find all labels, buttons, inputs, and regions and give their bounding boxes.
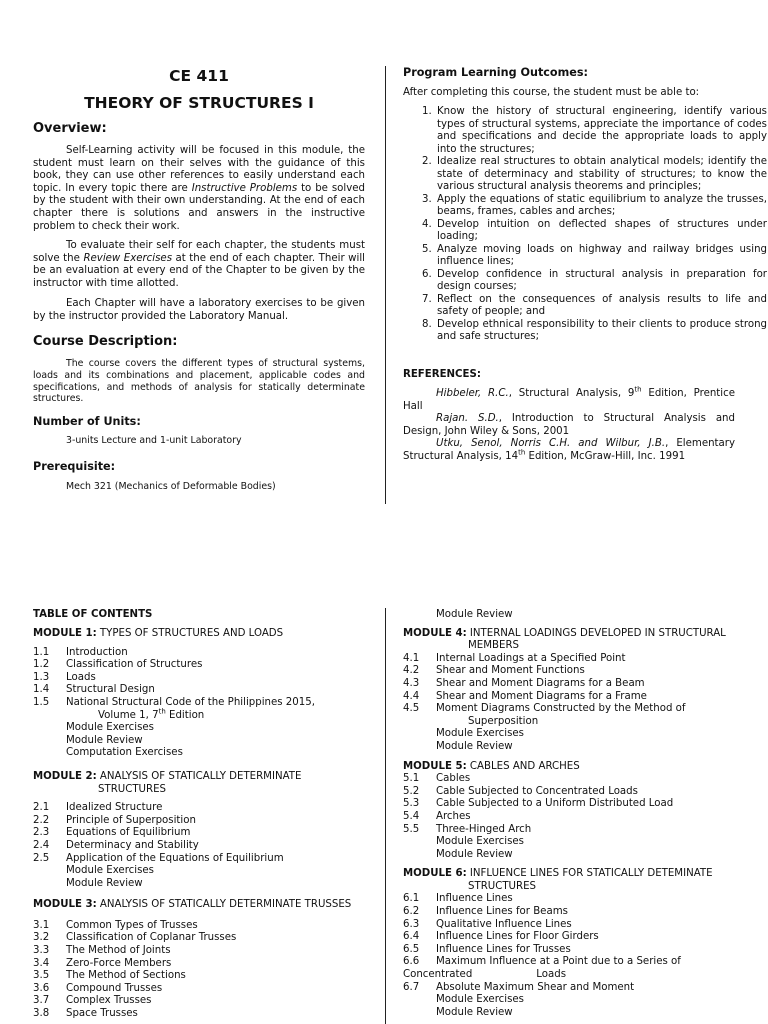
toc-extra: Module Review <box>66 734 143 746</box>
toc-item: 6.7 Absolute Maximum Shear and Moment <box>403 981 635 993</box>
top-column-divider <box>385 66 386 504</box>
toc-extra: Module Exercises <box>66 722 154 734</box>
module-2-heading: MODULE 2: ANALYSIS OF STATICALLY DETERMINATE STRUCTURES <box>33 770 302 795</box>
toc-extra: Module Review <box>436 848 513 860</box>
outcome-item: 1. Know the history of structural engineering, identify various types of structural systems, appreciate the importance of codes and specifications and decide the appropriate loads to apply into the structures; <box>435 106 767 156</box>
module-5-heading: MODULE 5: CABLES AND ARCHES <box>403 760 580 772</box>
toc-item: 5.3 Cable Subjected to a Uniform Distributed Load <box>403 798 674 810</box>
toc-item: 3.8 Space Trusses <box>33 1008 138 1020</box>
reference-item: Hibbeler, R.C., Structural Analysis, 9th Edition, Prentice Hall <box>403 385 735 412</box>
toc-item-continuation: Volume 1, 7th Edition <box>98 707 205 721</box>
toc-item: 5.4 Arches <box>403 810 471 822</box>
toc-item: 3.7 Complex Trusses <box>33 995 152 1007</box>
outcome-item: 8. Develop ethnical responsibility to their clients to produce strong and safe structures; <box>435 319 767 344</box>
units-text: 3-units Lecture and 1-unit Laboratory <box>66 435 242 446</box>
toc-item: 5.2 Cable Subjected to Concentrated Loads <box>403 785 638 797</box>
toc-item: 3.1 Common Types of Trusses <box>33 919 198 931</box>
toc-item: 2.1 Idealized Structure <box>33 802 163 814</box>
module-3-heading: MODULE 3: ANALYSIS OF STATICALLY DETERMINATE TRUSSES <box>33 899 352 911</box>
toc-extra: Module Review <box>436 740 513 752</box>
toc-item: 4.2 Shear and Moment Functions <box>403 665 585 677</box>
units-heading: Number of Units: <box>33 415 141 428</box>
toc-item: 2.2 Principle of Superposition <box>33 814 196 826</box>
overview-paragraph-1: Self-Learning activity will be focused in this module, the student must learn on their selves with the guidance of this book, they can use other references to easily understand each topic. In every topic there are Instructive Problems to be solved by the student with their own understanding. At the end of each chapter there is solutions and answers in the instructive problem to check their work. <box>33 145 366 232</box>
toc-item: 2.5 Application of the Equations of Equilibrium <box>33 852 284 864</box>
toc-extra: Module Exercises <box>66 865 154 877</box>
toc-item: 4.1 Internal Loadings at a Specified Point <box>403 652 626 664</box>
bottom-column-divider <box>385 608 386 1024</box>
outcome-item: 6. Develop confidence in structural analysis in preparation for design courses; <box>435 269 767 294</box>
toc-item: 6.2 Influence Lines for Beams <box>403 906 568 918</box>
toc-heading: TABLE OF CONTENTS <box>33 609 153 620</box>
toc-item: 3.3 The Method of Joints <box>33 945 171 957</box>
outcomes-intro: After completing this course, the student must be able to: <box>403 87 700 98</box>
module-1-heading: MODULE 1: TYPES OF STRUCTURES AND LOADS <box>33 628 284 639</box>
references-list <box>403 385 735 464</box>
toc-item: 1.3 Loads <box>33 671 96 683</box>
outcome-item: 2. Idealize real structures to obtain analytical models; identify the state of determinacy and stability of structures; to know the various structural analysis theorems and principles; <box>435 156 767 194</box>
toc-item: 6.3 Qualitative Influence Lines <box>403 918 572 930</box>
overview-paragraph-2: To evaluate their self for each chapter, the students must solve the Review Exercises at the end of each chapter. Their will be an evaluation at every end of the Chapter to be given by the instructor with time allotted. <box>33 240 365 289</box>
toc-right-column <box>403 609 735 1019</box>
outcomes-heading: Program Learning Outcomes: <box>403 66 588 79</box>
toc-item: 4.4 Shear and Moment Diagrams for a Frame <box>403 690 647 702</box>
toc-item: 6.6 Maximum Influence at a Point due to a Series of <box>403 956 681 968</box>
toc-item-continuation: Superposition <box>468 715 539 727</box>
toc-extra: Module Review <box>66 877 143 889</box>
toc-item: 6.1 Influence Lines <box>403 893 513 905</box>
toc-extra: Module Review <box>436 609 513 620</box>
references-heading: REFERENCES: <box>403 369 481 380</box>
prerequisite-heading: Prerequisite: <box>33 460 116 473</box>
toc-left-column <box>33 621 373 1021</box>
toc-item: 2.4 Determinacy and Stability <box>33 839 199 851</box>
outcome-item: 7. Reflect on the consequences of analysis results to life and safety of people; and <box>435 294 767 319</box>
toc-item: 5.5 Three-Hinged Arch <box>403 823 532 835</box>
toc-extra: Module Exercises <box>436 836 524 848</box>
toc-item: 4.5 Moment Diagrams Constructed by the Method of <box>403 703 686 715</box>
outcome-item: 4. Develop intuition on deflected shapes of structures under loading; <box>435 219 767 244</box>
outcome-item: 5. Analyze moving loads on highway and railway bridges using influence lines; <box>435 244 767 269</box>
toc-item: 3.6 Compound Trusses <box>33 982 163 994</box>
toc-item: 2.3 Equations of Equilibrium <box>33 827 191 839</box>
module-4-heading: MODULE 4: INTERNAL LOADINGS DEVELOPED IN STRUCTURAL MEMBERS <box>403 627 726 652</box>
toc-item: 1.1 Introduction <box>33 646 128 658</box>
toc-item: 1.4 Structural Design <box>33 684 155 696</box>
module-6-heading: MODULE 6: INFLUENCE LINES FOR STATICALLY DETEMINATE STRUCTURES <box>403 868 713 892</box>
course-description-text: The course covers the different types of structural systems, loads and its combinations and placement, applicable codes and specifications, and methods of analysis for statically determinate structures. <box>33 358 365 405</box>
toc-item: 6.4 Influence Lines for Floor Girders <box>403 931 599 943</box>
course-code: CE 411 <box>169 67 229 85</box>
toc-item: 4.3 Shear and Moment Diagrams for a Beam <box>403 677 645 689</box>
course-description-heading: Course Description: <box>33 334 178 349</box>
toc-item: 1.5 National Structural Code of the Philippines 2015, <box>33 696 315 708</box>
toc-extra: Module Review <box>436 1006 513 1018</box>
toc-item: 3.5 The Method of Sections <box>33 970 186 982</box>
toc-extra: Computation Exercises <box>66 747 183 759</box>
reference-item: Rajan. S.D., Introduction to Structural Analysis and Design, John Wiley & Sons, 2001 <box>403 413 735 437</box>
outcome-item: 3. Apply the equations of static equilibrium to analyze the trusses, beams, frames, cables and arches; <box>435 194 767 219</box>
toc-extra: Module Exercises <box>436 994 524 1006</box>
outcomes-list <box>403 106 767 344</box>
overview-heading: Overview: <box>33 121 107 136</box>
toc-item: 1.2 Classification of Structures <box>33 659 203 671</box>
reference-item: Utku, Senol, Norris C.H. and Wilbur, J.B., Elementary Structural Analysis, 14th Edition, McGraw-Hill, Inc. 1991 <box>403 438 735 462</box>
course-title: THEORY OF STRUCTURES I <box>84 94 314 112</box>
toc-item-continuation: Concentrated Loads <box>403 969 567 981</box>
toc-item: 5.1 Cables <box>403 773 471 785</box>
toc-item: 6.5 Influence Lines for Trusses <box>403 943 571 955</box>
toc-extra: Module Exercises <box>436 728 524 740</box>
toc-item: 3.2 Classification of Coplanar Trusses <box>33 932 237 944</box>
toc-item: 3.4 Zero-Force Members <box>33 957 172 969</box>
prerequisite-text: Mech 321 (Mechanics of Deformable Bodies) <box>66 481 276 492</box>
overview-paragraph-3: Each Chapter will have a laboratory exercises to be given by the instructor provided the Laboratory Manual. <box>33 298 365 322</box>
